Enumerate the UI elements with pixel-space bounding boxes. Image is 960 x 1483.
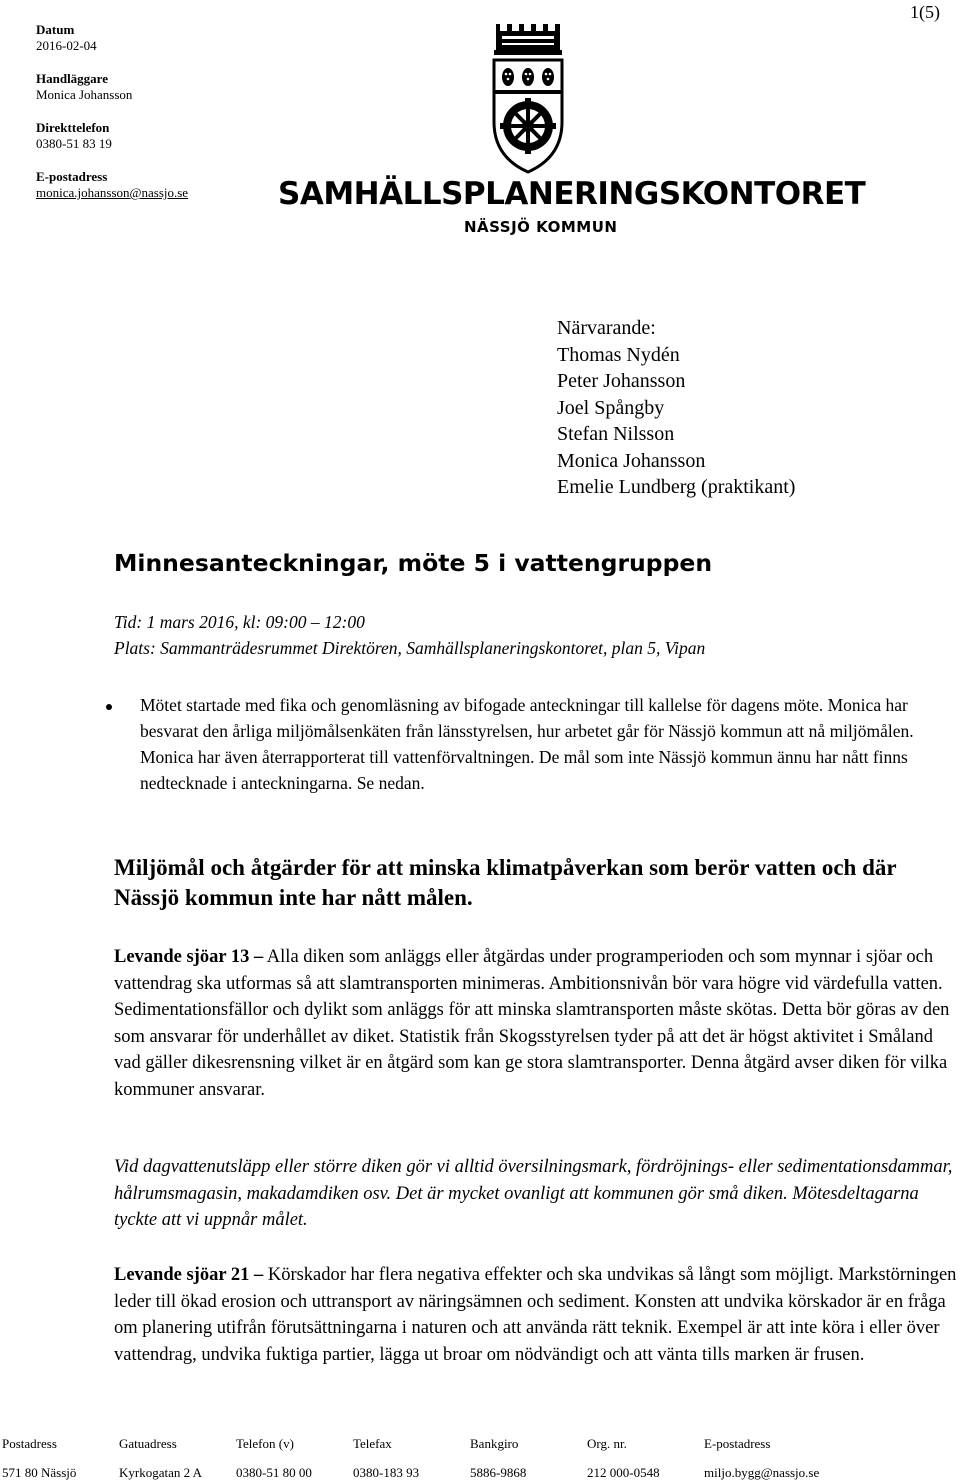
attendees-list (557, 315, 795, 501)
footer-value: 0380-51 80 00 (236, 1465, 312, 1480)
attendee-name: Joel Spångby (557, 396, 665, 419)
footer-label: Gatuadress (119, 1436, 177, 1451)
attendee-name: Stefan Nilsson (557, 423, 675, 445)
date-value: 2016-02-04 (36, 38, 97, 53)
paragraph-comment: Vid dagvattenutsläpp eller större diken gör vi alltid översilningsmark, fördröjnings- eller sedimentationsdammar, hålrumsmagasin, makadamdiken osv. Det är mycket ovanligt att kommunen gör små diken. Mötesdeltagarna tyckte att vi uppnår målet. (114, 1157, 953, 1230)
attendee-name: Emelie Lundberg (praktikant) (557, 476, 796, 498)
meeting-meta (114, 609, 705, 661)
footer-label: Postadress (2, 1436, 57, 1451)
footer-value: 571 80 Nässjö (2, 1465, 77, 1480)
bullet-dot-icon (106, 704, 112, 710)
municipality-name: NÄSSJÖ KOMMUN (464, 218, 618, 236)
footer-value: Kyrkogatan 2 A (119, 1465, 203, 1480)
paragraph-body: Alla diken som anläggs eller åtgärdas under programperioden och som mynnar i sjöar och vattendrag ska utformas så att slamtransporten minimeras. Ambitionsnivån bör vara högre vid värdefulla vatten. Sedimentationsfällor och dylikt som anläggs för att minska slamtransporten måste skötas. Detta bör göras av den som ansvarar för underhållet av diket. Statistik från Skogsstyrelsen tyder på att det är högst aktivitet i Småland vad gäller dikesrensning vilket är en åtgärd som kan ge stora slamtransporter. Denna åtgärd avser diken för vilka kommuner ansvarar. (114, 947, 950, 1100)
bullet-text: Mötet startade med fika och genomläsning av bifogade anteckningar till kallelse för dagens möte. Monica har besvarat den årliga miljömålsenkäten från länsstyrelsen, hur arbetet går för Nässjö kommun att nå miljömålen. Monica har även återrapporterat till vattenförvaltningen. De mål som inte Nässjö kommun ännu har nått finns nedtecknade i anteckningarna. Se nedan. (140, 695, 914, 793)
footer-email-link[interactable]: miljo.bygg@nassjo.se (704, 1465, 820, 1480)
footer-label: Org. nr. (587, 1436, 627, 1451)
page-number: 1(5) (910, 2, 940, 22)
paragraph-body: Körskador har flera negativa effekter och ska undvikas så långt som möjligt. Markstörningen leder till ökad erosion och uttransport av näringsämnen och sediment. Konsten att undvika körskador är en fråga om planering utifrån förutsättningarna i naturen och att använda rätt teknik. Exempel är att inte köra i eller över vattendrag, undvika fuktiga partier, lägga ut broar om nödvändigt och att vänta tills marken är frusen. (114, 1265, 957, 1365)
bullet-item (114, 692, 954, 796)
paragraph-lead: Levande sjöar 13 – (114, 947, 264, 967)
footer-label: Bankgiro (470, 1436, 519, 1451)
meeting-place: Plats: Sammanträdesrummet Direktören, Samhällsplaneringskontoret, plan 5, Vipan (114, 638, 706, 658)
contact-sidebar (36, 22, 188, 218)
organization-name: SAMHÄLLSPLANERINGSKONTORET (278, 176, 866, 212)
attendees-heading: Närvarande: (557, 317, 656, 339)
footer-value: 212 000-0548 (587, 1465, 660, 1480)
footer-value: 5886-9868 (470, 1465, 527, 1480)
email-label: E-postadress (36, 169, 108, 184)
date-label: Datum (36, 22, 75, 37)
email-link[interactable]: monica.johansson@nassjo.se (36, 185, 189, 200)
document-title: Minnesanteckningar, möte 5 i vattengruppen (114, 549, 713, 577)
footer-label: E-postadress (704, 1436, 771, 1451)
section-heading: Miljömål och åtgärder för att minska klimatpåverkan som berör vatten och där Nässjö kommun inte har nått målen. (114, 855, 897, 910)
phone-value: 0380-51 83 19 (36, 136, 112, 151)
footer-value: 0380-183 93 (353, 1465, 420, 1480)
paragraph-levande-sjoar-21 (114, 1262, 959, 1368)
meeting-time: Tid: 1 mars 2016, kl: 09:00 – 12:00 (114, 612, 365, 632)
handler-value: Monica Johansson (36, 87, 133, 102)
attendee-name: Peter Johansson (557, 370, 686, 392)
footer-label: Telefax (353, 1436, 392, 1451)
paragraph-lead: Levande sjöar 21 – (114, 1265, 264, 1285)
phone-label: Direkttelefon (36, 120, 110, 135)
attendee-name: Monica Johansson (557, 449, 706, 472)
footer-label: Telefon (v) (236, 1436, 294, 1451)
handler-label: Handläggare (36, 71, 108, 86)
municipal-crest-logo (488, 22, 568, 176)
paragraph-levande-sjoar-13 (114, 944, 959, 1103)
attendee-name: Thomas Nydén (557, 343, 680, 366)
